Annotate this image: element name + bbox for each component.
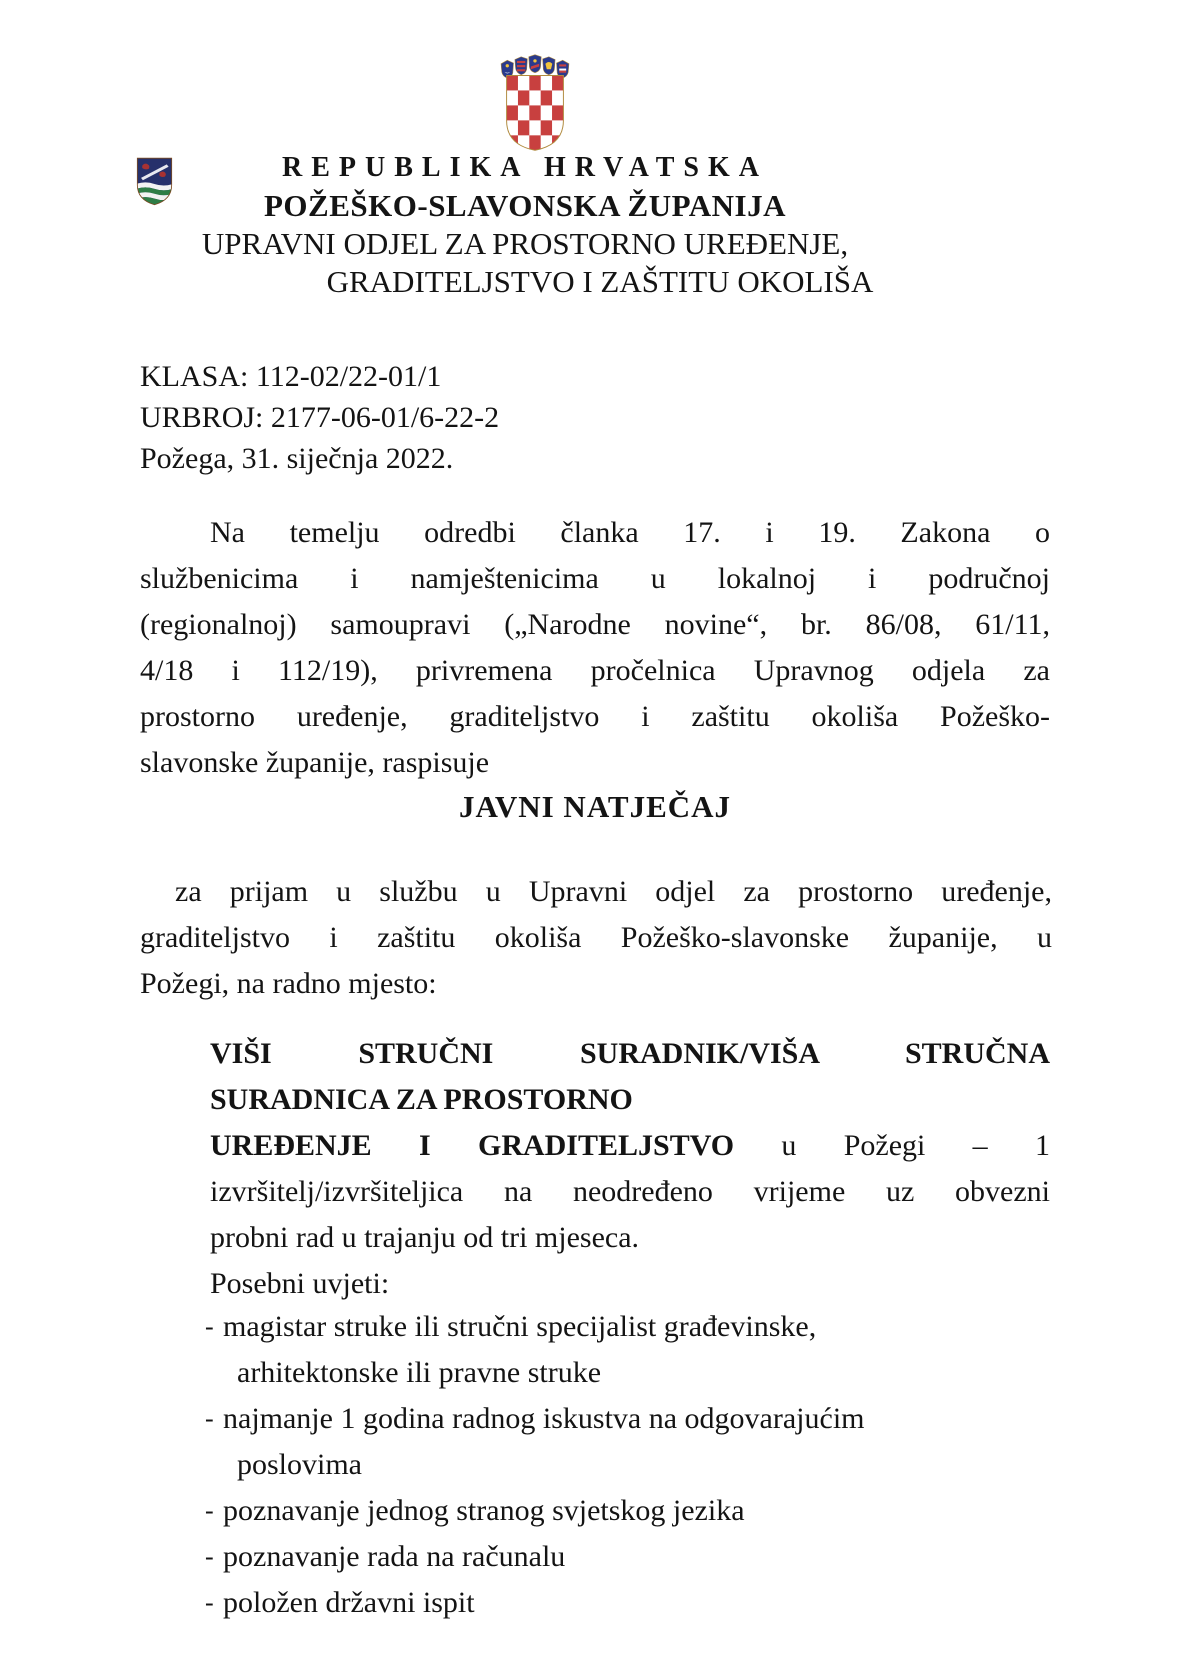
intro-line: 4/18 i 112/19), privremena pročelnica Upravnog odjela za (140, 654, 1050, 687)
subject-line: Požegi, na radno mjesto: (140, 967, 437, 1000)
position-block (210, 1031, 1050, 1307)
letterhead-country: REPUBLIKA HRVATSKA (282, 152, 768, 183)
position-title-line: VIŠI STRUČNI SURADNIK/VIŠA STRUČNA (210, 1037, 1050, 1070)
bullet-dash: - (205, 1496, 214, 1525)
reference-block (140, 356, 499, 479)
position-title-bold: UREĐENJE I GRADITELJSTVO (210, 1129, 735, 1162)
document-title: JAVNI NATJEČAJ (458, 789, 732, 824)
subject-paragraph (140, 869, 1052, 1007)
list-item (205, 1488, 1065, 1534)
letterhead-department-line1: UPRAVNI ODJEL ZA PROSTORNO UREĐENJE, (201, 226, 849, 261)
bullet-dash: - (205, 1588, 214, 1617)
subject-line: graditeljstvo i zaštitu okoliša Požeško-slavonske županije, u (140, 921, 1052, 954)
position-detail-line: probni rad u trajanju od tri mjeseca. (210, 1221, 640, 1254)
croatia-coat-of-arms-svg (500, 54, 570, 151)
list-item (205, 1534, 1065, 1580)
letterhead-department-line2: GRADITELJSTVO I ZAŠTITU OKOLIŠA (326, 264, 874, 299)
urbroj-line: URBROJ: 2177-06-01/6-22-2 (140, 401, 500, 434)
requirement-line: magistar struke ili stručni specijalist građevinske, (223, 1310, 817, 1343)
subject-line: za prijam u službu u Upravni odjel za prostorno uređenje, (175, 875, 1052, 908)
place-date-line: Požega, 31. siječnja 2022. (140, 442, 454, 475)
list-item (205, 1580, 1065, 1626)
requirements-list (205, 1304, 1065, 1626)
intro-line: prostorno uređenje, graditeljstvo i zaštitu okoliša Požeško- (140, 700, 1050, 733)
klasa-line: KLASA: 112-02/22-01/1 (140, 360, 442, 393)
intro-line: slavonske županije, raspisuje (140, 746, 490, 779)
intro-line: službenicima i namještenicima u lokalnoj i područnoj (140, 562, 1050, 595)
letterhead-county: POŽEŠKO-SLAVONSKA ŽUPANIJA (264, 188, 786, 223)
position-title-line: SURADNICA ZA PROSTORNO (210, 1083, 633, 1116)
intro-line: (regionalnoj) samoupravi („Narodne novine“, br. 86/08, 61/11, (140, 608, 1050, 641)
croatia-coat-of-arms-icon (500, 54, 570, 151)
bullet-dash: - (205, 1312, 214, 1341)
requirement-line: poznavanje jednog stranog svjetskog jezika (223, 1494, 745, 1527)
position-title-line (210, 1123, 1050, 1169)
intro-paragraph (140, 510, 1050, 786)
bullet-dash: - (205, 1404, 214, 1433)
bullet-dash: - (205, 1542, 214, 1571)
conditions-label: Posebni uvjeti: (210, 1267, 390, 1300)
list-item (205, 1396, 1065, 1488)
position-detail-line: izvršitelj/izvršiteljica na neodređeno vrijeme uz obvezni (210, 1175, 1050, 1208)
requirement-line: najmanje 1 godina radnog iskustva na odgovarajućim (223, 1402, 865, 1435)
letterhead (110, 149, 940, 301)
requirement-line: arhitektonske ili pravne struke (237, 1356, 602, 1389)
list-item (205, 1304, 1065, 1396)
position-title-rest: u Požegi – 1 (781, 1129, 1050, 1162)
intro-line: Na temelju odredbi članka 17. i 19. Zakona o (210, 516, 1050, 549)
requirement-line: poslovima (237, 1448, 362, 1481)
requirement-line: poznavanje rada na računalu (223, 1540, 566, 1573)
requirement-line: položen državni ispit (223, 1586, 475, 1619)
